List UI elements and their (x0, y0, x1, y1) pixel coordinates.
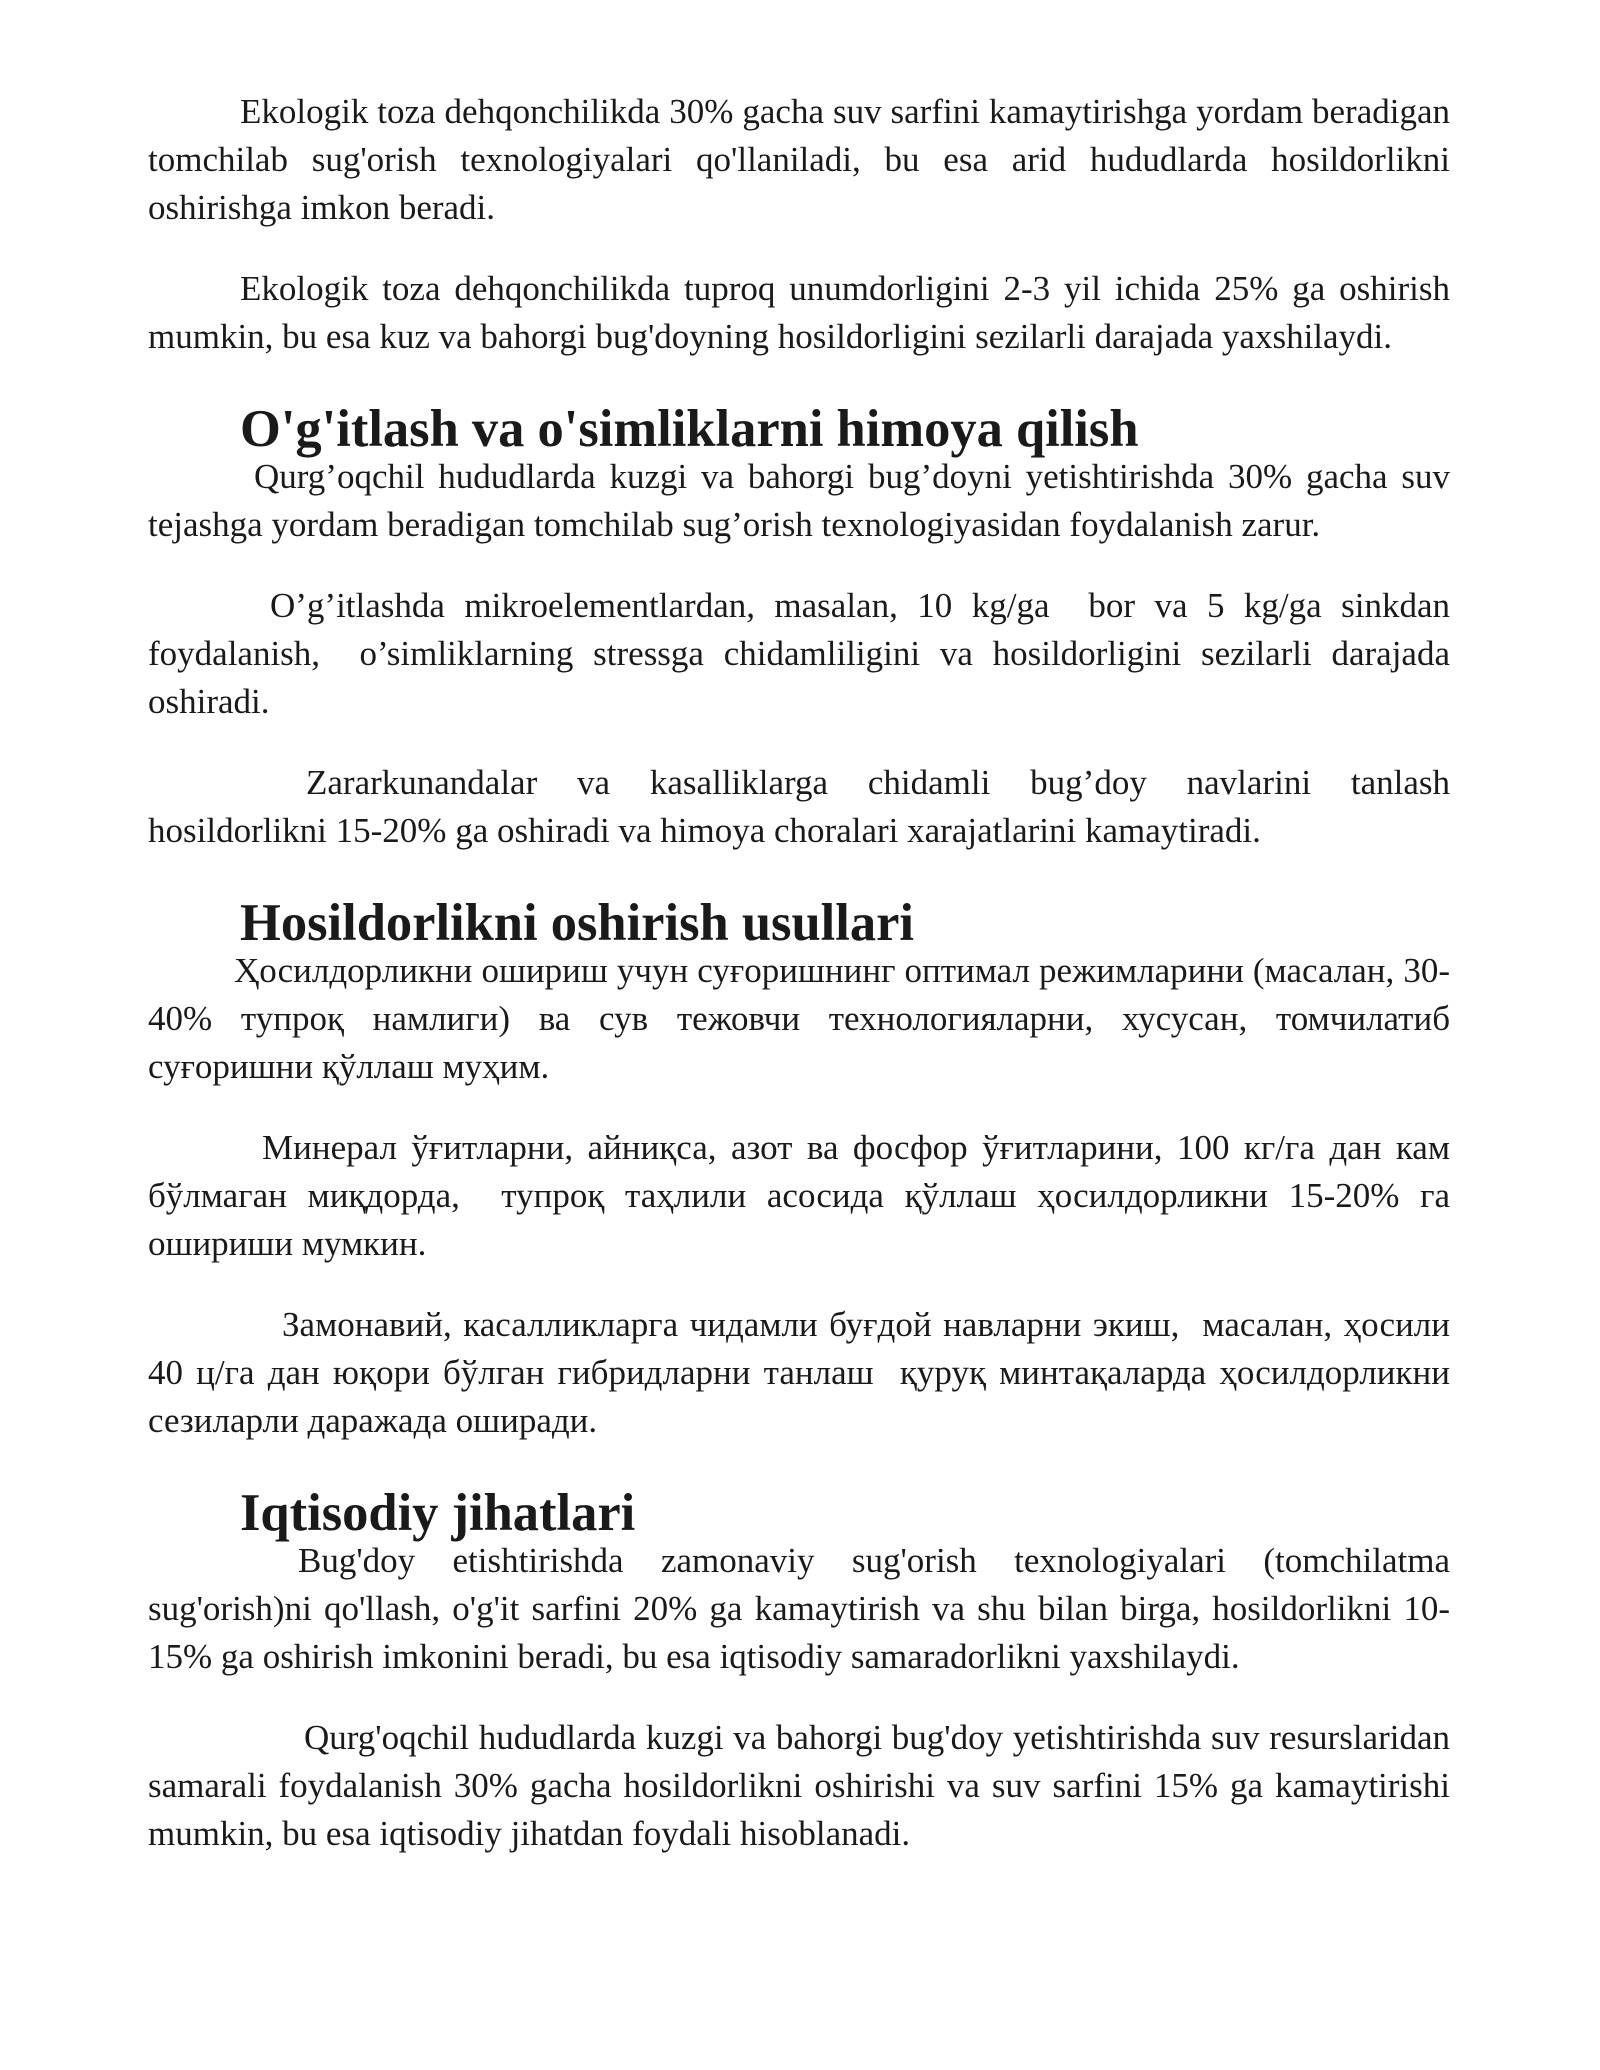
paragraph-modern-varieties: Замонавий, касалликларга чидамли буғдой навларни экиш, масалан, ҳосили 40 ц/га дан юқори бўлган гибридларни танлаш қуруқ минтақаларда ҳосилдорликни сезиларли даражада оширади. (148, 1305, 1459, 1440)
document-page (148, 88, 1459, 1858)
paragraph-soil-fertility: Ekologik toza dehqonchilikda tuproq unumdorligini 2-3 yil ichida 25% ga oshirish mumkin, bu esa kuz va bahorgi bug'doyning hosildorligini sezilarli darajada yaxshilaydi. (148, 269, 1459, 356)
paragraph-irrigation-regimes: Ҳосилдорликни ошириш учун суғоришнинг оптимал режимларини (масалан, 30-40% тупроқ намлиги) ва сув тежовчи технологияларни, хусусан, томчилатиб суғоришни қўллаш муҳим. (148, 951, 1459, 1086)
paragraph-mineral-fertilizers: Минерал ўғитларни, айниқса, азот ва фосфор ўғитларини, 100 кг/га дан кам бўлмаган миқдорда, тупроқ таҳлили асосида қўллаш ҳосилдорликни 15-20% га ошириши мумкин. (148, 1128, 1459, 1263)
paragraph-drip-irrigation: Ekologik toza dehqonchilikda 30% gacha suv sarfini kamaytirishga yordam beradigan tomchilab sug'orish texnologiyalari qo'llaniladi, bu esa arid hududlarda hosildorlikni oshirishga imkon beradi. (148, 92, 1459, 227)
paragraph-resistant-varieties: Zararkunandalar va kasalliklarga chidamli bug’doy navlarini tanlash hosildorlikni 15-20% ga oshiradi va himoya choralari xarajatlarini kamaytiradi. (148, 763, 1459, 850)
paragraph-water-resources: Qurg'oqchil hududlarda kuzgi va bahorgi bug'doy yetishtirishda suv resurslaridan samarali foydalanish 30% gacha hosildorlikni oshirishi va suv sarfini 15% ga kamaytirishi mumkin, bu esa iqtisodiy jihatdan foydali hisoblanadi. (148, 1718, 1459, 1853)
heading-economic-aspects: Iqtisodiy jihatlari (240, 1484, 636, 1542)
heading-yield-methods: Hosildorlikni oshirish usullari (240, 894, 914, 952)
paragraph-microelements: O’g’itlashda mikroelementlardan, masalan, 10 kg/ga bor va 5 kg/ga sinkdan foydalanish, o’simliklarning stressga chidamliligini va hosildorligini sezilarli darajada oshiradi. (148, 586, 1459, 721)
paragraph-economic-irrigation: Bug'doy etishtirishda zamonaviy sug'orish texnologiyalari (tomchilatma sug'orish)ni qo'llash, o'g'it sarfini 20% ga kamaytirish va shu bilan birga, hosildorlikni 10-15% ga oshirish imkonini beradi, bu esa iqtisodiy samaradorlikni yaxshilaydi. (148, 1541, 1459, 1676)
heading-fertilization-protection: O'g'itlash va o'simliklarni himoya qilish (240, 400, 1139, 458)
paragraph-water-saving: Qurg’oqchil hududlarda kuzgi va bahorgi bug’doyni yetishtirishda 30% gacha suv tejashga yordam beradigan tomchilab sug’orish texnologiyasidan foydalanish zarur. (148, 457, 1459, 544)
